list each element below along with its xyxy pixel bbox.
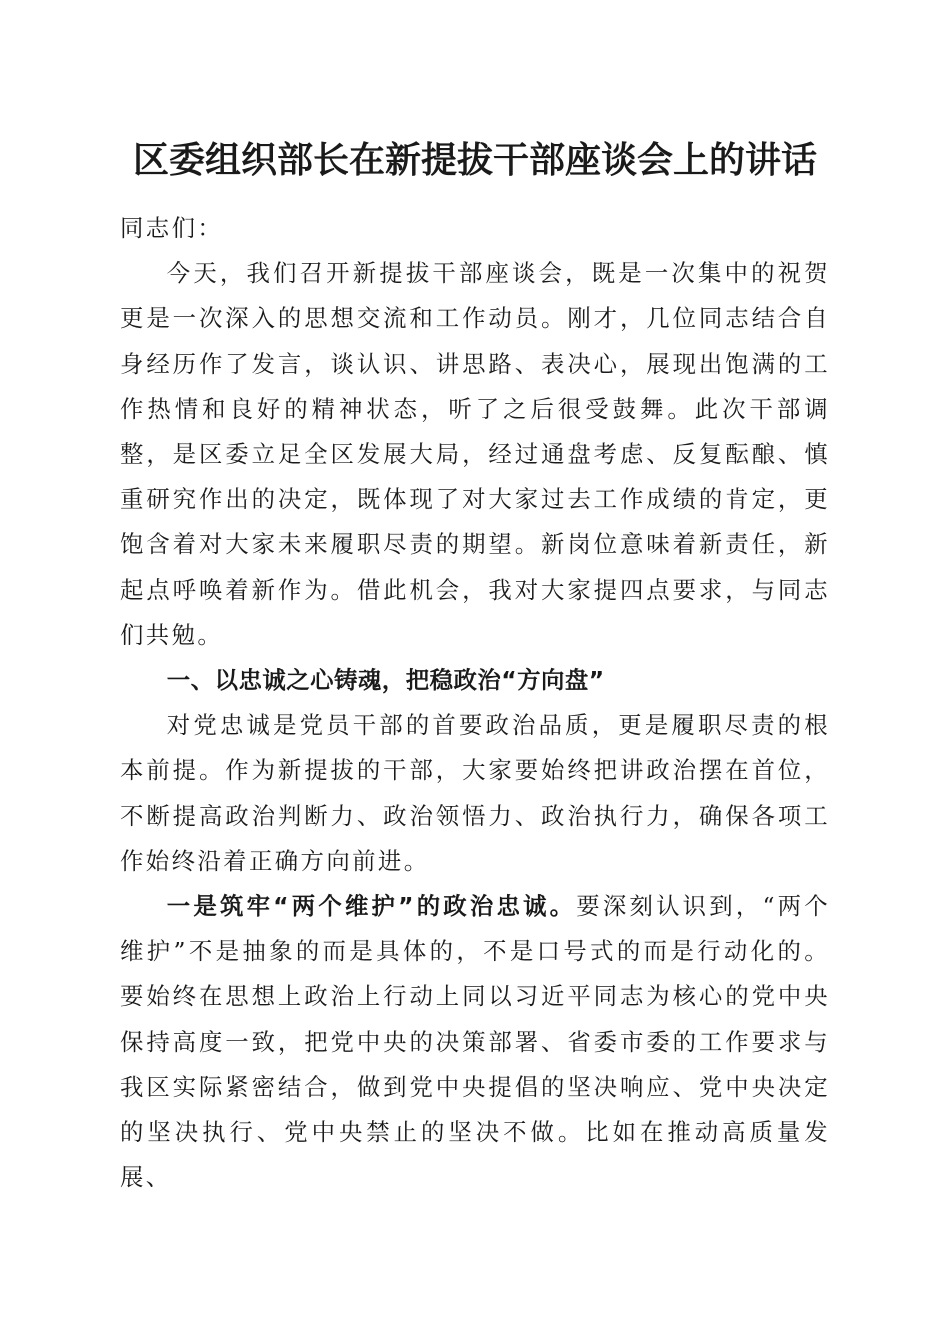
intro-paragraph: 今天，我们召开新提拔干部座谈会，既是一次集中的祝贺更是一次深入的思想交流和工作动员。刚才，几位同志结合自身经历作了发言，谈认识、讲思路、表决心，展现出饱满的工作热情和良好的精神状态，听了之后很受鼓舞。此次干部调整，是区委立足全区发展大局，经过通盘考虑、反复酝酿、慎重研究作出的决定，既体现了对大家过去工作成绩的肯定，更饱含着对大家未来履职尽责的期望。新岗位意味着新责任，新起点呼唤着新作为。借此机会，我对大家提四点要求，与同志们共勉。 xyxy=(120,259,830,649)
document-body xyxy=(120,206,830,1200)
greeting: 同志们： xyxy=(120,214,224,242)
section-1-paragraph: 对党忠诚是党员干部的首要政治品质，更是履职尽责的根本前提。作为新提拔的干部，大家要始终把讲政治摆在首位，不断提高政治判断力、政治领悟力、政治执行力，确保各项工作始终沿着正确方向前进。 xyxy=(120,711,830,875)
point-1-paragraph xyxy=(120,884,830,1200)
document-title: 区委组织部长在新提拔干部座谈会上的讲话 xyxy=(132,140,817,181)
section-heading-1: 一、以忠诚之心铸魂，把稳政治“方向盘” xyxy=(166,666,605,695)
point-1-lead: 一是筑牢“两个维护”的政治忠诚。 xyxy=(166,892,577,921)
point-1-text: 要深刻认识到，“两个维护”不是抽象的而是具体的，不是口号式的而是行动化的。要始终在思想上政治上行动上同以习近平同志为核心的党中央保持高度一致，把党中央的决策部署、省委市委的工作要求与我区实际紧密结合，做到党中央提倡的坚决响应、党中央决定的坚决执行、党中央禁止的坚决不做。比如在推动高质量发展、 xyxy=(120,892,830,1192)
